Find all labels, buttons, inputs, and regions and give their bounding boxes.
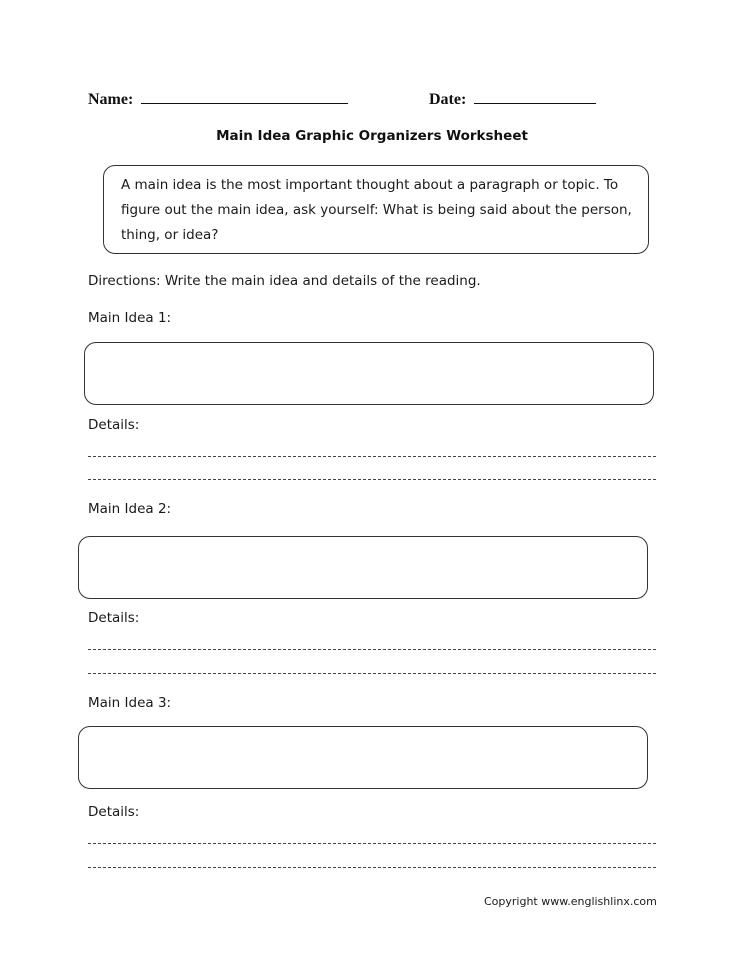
main-idea-2-box[interactable]	[78, 536, 648, 599]
main-idea-3-box[interactable]	[78, 726, 648, 789]
intro-box	[103, 165, 649, 254]
details-1-line-2[interactable]	[88, 479, 656, 480]
main-idea-1-label: Main Idea 1:	[88, 310, 172, 326]
name-blank[interactable]	[141, 89, 348, 104]
copyright-text: Copyright www.englishlinx.com	[484, 895, 657, 908]
date-label: Date:	[429, 91, 467, 108]
details-3-line-1[interactable]	[88, 843, 656, 844]
date-blank[interactable]	[474, 89, 596, 104]
details-2-line-1[interactable]	[88, 649, 656, 650]
intro-text	[121, 173, 632, 248]
details-2-line-2[interactable]	[88, 673, 656, 674]
name-label: Name:	[88, 91, 134, 108]
intro-line: thing, or idea?	[121, 227, 219, 243]
date-field-row	[429, 89, 596, 109]
details-1-label: Details:	[88, 417, 140, 433]
details-3-line-2[interactable]	[88, 867, 656, 868]
worksheet-title: Main Idea Graphic Organizers Worksheet	[216, 128, 528, 144]
details-3-label: Details:	[88, 804, 140, 820]
details-2-label: Details:	[88, 610, 140, 626]
main-idea-1-box[interactable]	[84, 342, 654, 405]
details-1-line-1[interactable]	[88, 456, 656, 457]
directions-text: Directions: Write the main idea and details of the reading.	[88, 273, 481, 289]
main-idea-3-label: Main Idea 3:	[88, 695, 172, 711]
intro-line: figure out the main idea, ask yourself: What is being said about the person,	[121, 202, 632, 218]
intro-line: A main idea is the most important thought about a paragraph or topic. To	[121, 177, 619, 193]
name-field-row	[88, 89, 348, 109]
main-idea-2-label: Main Idea 2:	[88, 501, 172, 517]
